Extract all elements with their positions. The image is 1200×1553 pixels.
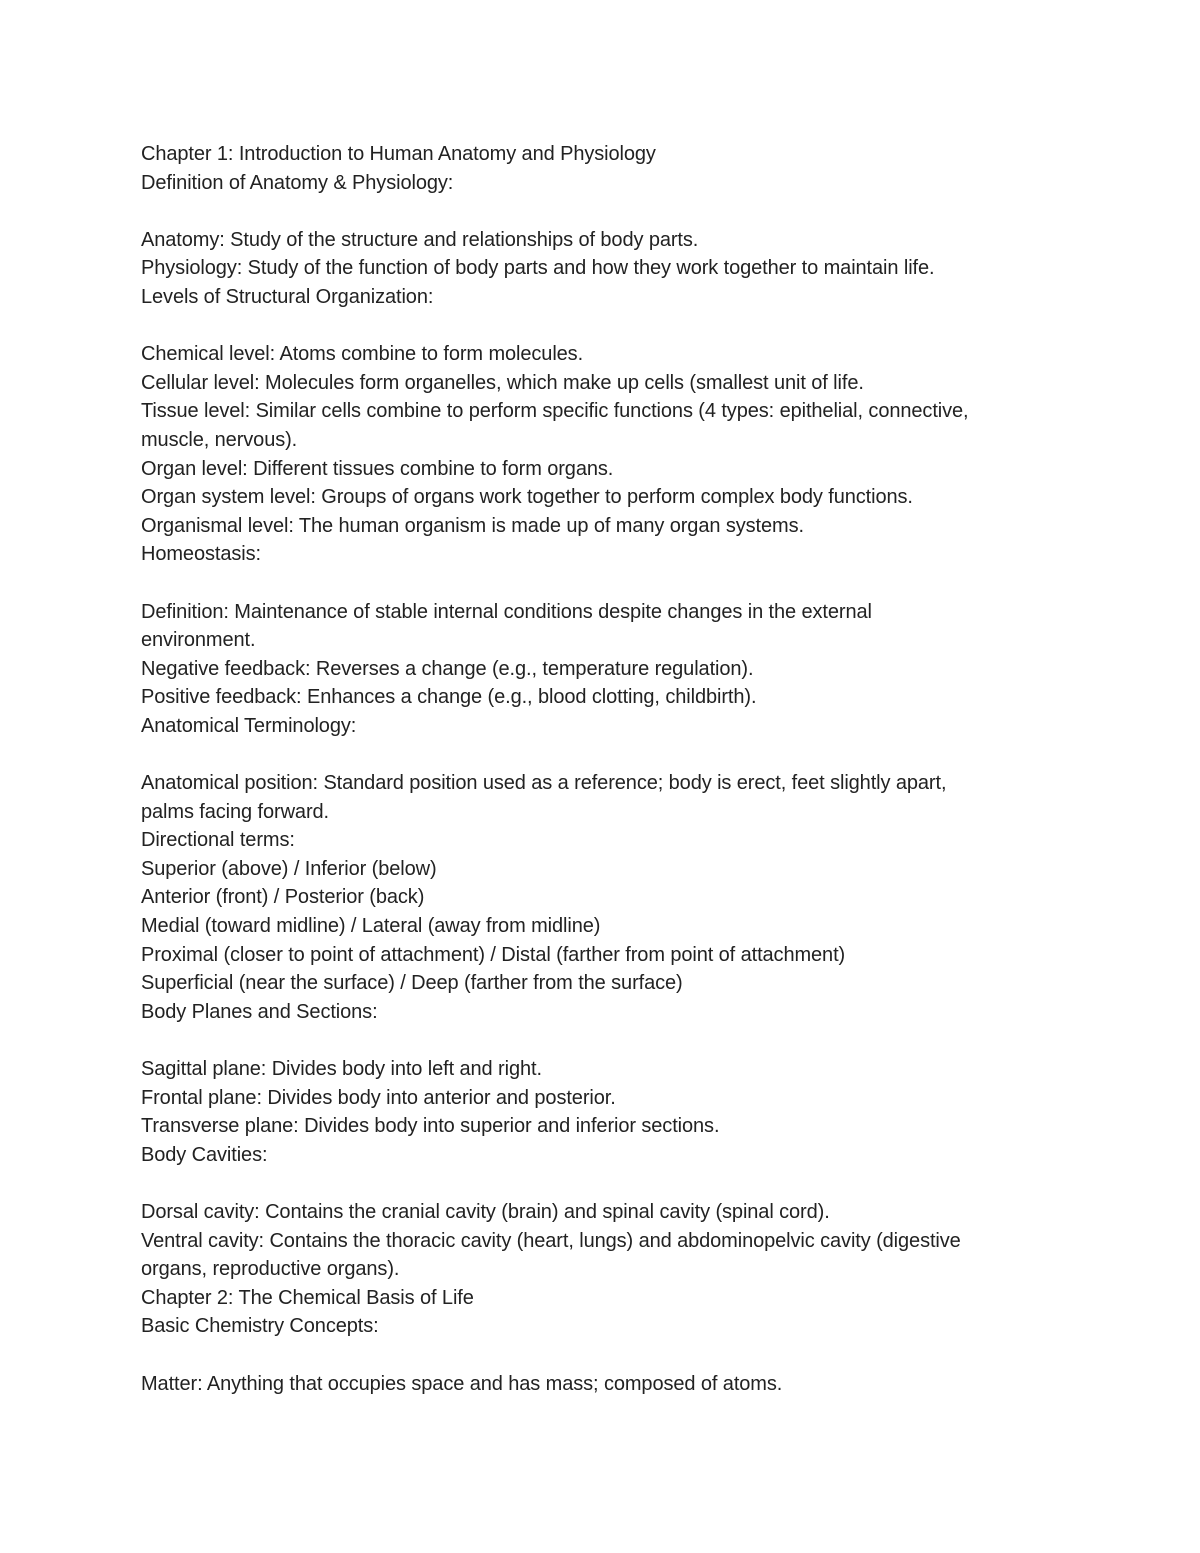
blank-line — [141, 740, 1061, 769]
blank-line — [141, 1026, 1061, 1055]
text-line-sagittal-plane: Sagittal plane: Divides body into left and right. — [141, 1058, 542, 1080]
section-heading-body-planes: Body Planes and Sections: — [141, 1000, 378, 1023]
text-line-organismal-level: Organismal level: The human organism is made up of many organ systems. — [141, 514, 804, 537]
document-body — [141, 140, 1061, 1398]
text-line-anterior-posterior: Anterior (front) / Posterior (back) — [141, 886, 425, 909]
text-line-tissue-level: Tissue level: Similar cells combine to perform specific functions (4 types: epithelial, connective, — [141, 400, 969, 423]
section-heading-levels: Levels of Structural Organization: — [141, 285, 434, 308]
text-line-homeostasis-definition: Definition: Maintenance of stable internal conditions despite changes in the external — [141, 600, 872, 623]
text-line-cellular-level: Cellular level: Molecules form organelles, which make up cells (smallest unit of life. — [141, 371, 864, 394]
section-heading-definition: Definition of Anatomy & Physiology: — [141, 171, 454, 194]
text-line-directional-terms: Directional terms: — [141, 829, 295, 852]
text-line-proximal-distal: Proximal (closer to point of attachment) / Distal (farther from point of attachment) — [141, 943, 846, 966]
text-line-medial-lateral: Medial (toward midline) / Lateral (away from midline) — [141, 915, 601, 938]
chapter-1-heading: Chapter 1: Introduction to Human Anatomy and Physiology — [141, 143, 656, 165]
text-line-superior-inferior: Superior (above) / Inferior (below) — [141, 857, 437, 880]
section-heading-terminology: Anatomical Terminology: — [141, 714, 357, 737]
blank-line — [141, 1169, 1061, 1198]
text-line-negative-feedback: Negative feedback: Reverses a change (e.g., temperature regulation). — [141, 657, 754, 680]
text-line-positive-feedback: Positive feedback: Enhances a change (e.g., blood clotting, childbirth). — [141, 686, 757, 709]
text-line-dorsal-cavity: Dorsal cavity: Contains the cranial cavity (brain) and spinal cavity (spinal cord). — [141, 1200, 830, 1223]
text-line-physiology: Physiology: Study of the function of body parts and how they work together to maintain life. — [141, 257, 935, 280]
blank-line — [141, 197, 1061, 226]
text-line-anatomy: Anatomy: Study of the structure and relationships of body parts. — [141, 228, 699, 251]
text-line-matter: Matter: Anything that occupies space and has mass; composed of atoms. — [141, 1372, 783, 1395]
text-line-ventral-cavity: Ventral cavity: Contains the thoracic cavity (heart, lungs) and abdominopelvic cavity (digestive — [141, 1229, 961, 1252]
blank-line — [141, 1341, 1061, 1370]
text-line-chemical-level: Chemical level: Atoms combine to form molecules. — [141, 343, 584, 366]
text-line-transverse-plane: Transverse plane: Divides body into superior and inferior sections. — [141, 1115, 720, 1138]
chapter-2-heading: Chapter 2: The Chemical Basis of Life — [141, 1286, 474, 1309]
text-line-organ-level: Organ level: Different tissues combine to form organs. — [141, 457, 614, 480]
text-line-tissue-level-cont: muscle, nervous). — [141, 428, 298, 451]
text-line-homeostasis-definition-cont: environment. — [141, 629, 256, 652]
text-line-anatomical-position-cont: palms facing forward. — [141, 800, 329, 823]
text-line-superficial-deep: Superficial (near the surface) / Deep (farther from the surface) — [141, 972, 683, 995]
section-heading-body-cavities: Body Cavities: — [141, 1143, 268, 1166]
section-heading-homeostasis: Homeostasis: — [141, 543, 261, 566]
text-line-ventral-cavity-cont: organs, reproductive organs). — [141, 1258, 400, 1281]
blank-line — [141, 312, 1061, 341]
section-heading-chemistry: Basic Chemistry Concepts: — [141, 1315, 379, 1338]
text-line-anatomical-position: Anatomical position: Standard position used as a reference; body is erect, feet slightly apart, — [141, 772, 947, 795]
text-line-organ-system-level: Organ system level: Groups of organs work together to perform complex body functions. — [141, 486, 913, 509]
text-line-frontal-plane: Frontal plane: Divides body into anterior and posterior. — [141, 1086, 616, 1109]
blank-line — [141, 569, 1061, 598]
